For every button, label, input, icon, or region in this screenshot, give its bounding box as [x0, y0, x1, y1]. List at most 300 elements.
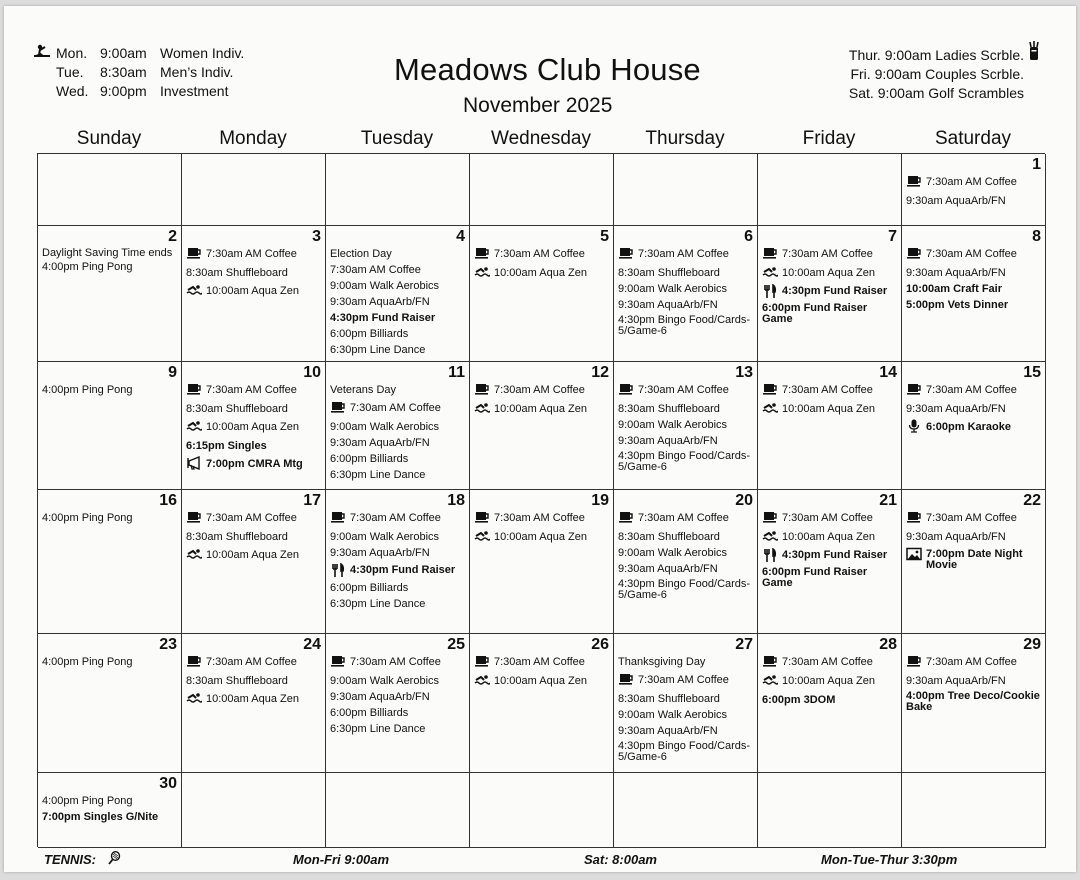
golf-time: 9:00pm [100, 83, 147, 99]
event-text: 9:00am Walk Aerobics [618, 709, 728, 721]
calendar-empty-cell [38, 154, 182, 226]
day-events [618, 654, 754, 763]
golf-row [849, 46, 1024, 65]
event-text: 4:00pm Ping Pong [42, 795, 133, 807]
event-item [762, 548, 898, 562]
event-item [762, 301, 898, 325]
event-item [618, 449, 754, 473]
event-text: 6:30pm Line Dance [330, 469, 426, 481]
event-item [762, 265, 898, 281]
event-text: 9:00am Walk Aerobics [618, 547, 728, 559]
page-title: Meadows Club House [394, 52, 701, 87]
day-events [618, 382, 754, 473]
event-item [330, 382, 466, 398]
coffee-icon [906, 510, 926, 524]
event-text: 9:00am Walk Aerobics [330, 675, 440, 687]
event-text: Election Day [330, 248, 392, 260]
event-item [330, 246, 466, 262]
coffee-icon [186, 510, 206, 524]
event-text: 7:00pm CMRA Mtg [206, 458, 303, 470]
day-number: 15 [1023, 364, 1041, 381]
calendar-page [4, 6, 1076, 872]
event-item [330, 721, 466, 737]
event-text: 6:00pm Billiards [330, 328, 409, 340]
calendar-day-15 [902, 362, 1046, 490]
event-item [618, 281, 754, 297]
golf-row [56, 44, 244, 63]
event-text: 4:30pm Bingo Food/Cards-5/Game-6 [618, 578, 751, 601]
event-text: 8:30am Shuffleboard [618, 267, 720, 279]
weekday-monday: Monday [219, 128, 287, 149]
event-text: 4:00pm Ping Pong [42, 261, 133, 273]
calendar-day-13 [614, 362, 758, 490]
event-text: 7:30am AM Coffee [638, 384, 729, 396]
event-text: 9:30am AquaArb/FN [330, 296, 430, 308]
event-text: 7:30am AM Coffee [782, 512, 873, 524]
day-number: 1 [1032, 156, 1041, 173]
event-text: 10:00am Craft Fair [906, 283, 1002, 295]
coffee-icon [762, 382, 782, 396]
coffee-icon [762, 654, 782, 668]
golf-time: 9:00am [874, 66, 922, 82]
day-events [906, 246, 1042, 313]
event-item [330, 262, 466, 278]
golf-row [849, 84, 1024, 103]
event-text: 8:30am Shuffleboard [618, 693, 720, 705]
event-text: 9:30am AquaArb/FN [618, 563, 718, 575]
event-text: 7:30am AM Coffee [926, 384, 1017, 396]
day-events [186, 246, 322, 299]
calendar-day-12 [470, 362, 614, 490]
day-number: 19 [591, 492, 609, 509]
picture-icon [906, 547, 926, 561]
golf-time: 9:00am [884, 47, 932, 63]
calendar-day-21 [758, 490, 902, 634]
day-number: 5 [600, 228, 609, 245]
event-item [618, 545, 754, 561]
golf-event: Women Indiv. [160, 45, 245, 61]
event-item [474, 529, 610, 545]
golfer-icon [32, 44, 52, 58]
calendar-day-28 [758, 634, 902, 773]
event-text: 9:30am AquaArb/FN [330, 547, 430, 559]
event-text: 4:30pm Bingo Food/Cards-5/Game-6 [618, 450, 751, 473]
event-text: 4:30pm Bingo Food/Cards-5/Game-6 [618, 314, 751, 337]
event-item [474, 246, 610, 262]
event-item [618, 313, 754, 337]
event-text: 7:30am AM Coffee [926, 248, 1017, 260]
day-number: 21 [879, 492, 897, 509]
event-item [474, 673, 610, 689]
weekday-header [37, 128, 1045, 150]
day-number: 9 [168, 364, 177, 381]
event-text: 10:00am Aqua Zen [206, 693, 299, 705]
event-text: 6:00pm Fund Raiser Game [762, 566, 868, 589]
event-text: 10:00am Aqua Zen [494, 403, 587, 415]
event-item [762, 654, 898, 670]
event-text: 8:30am Shuffleboard [186, 675, 288, 687]
event-text: 6:00pm Billiards [330, 582, 409, 594]
event-text: 7:30am AM Coffee [638, 248, 729, 260]
event-text: 9:30am AquaArb/FN [618, 725, 718, 737]
calendar-grid [37, 153, 1045, 847]
day-number: 29 [1023, 636, 1041, 653]
weekday-friday: Friday [802, 128, 856, 149]
day-events [762, 510, 898, 589]
swimmer-icon [762, 529, 782, 543]
calendar-day-10 [182, 362, 326, 490]
golf-event: Couples Scrble. [925, 66, 1024, 82]
swimmer-icon [186, 547, 206, 561]
event-item [618, 561, 754, 577]
golf-event: Investment [160, 83, 229, 99]
event-item [330, 580, 466, 596]
swimmer-icon [474, 265, 494, 279]
calendar-day-11 [326, 362, 470, 490]
event-text: 7:30am AM Coffee [350, 512, 441, 524]
calendar-day-3 [182, 226, 326, 362]
day-number: 24 [303, 636, 321, 653]
event-text: 9:00am Walk Aerobics [618, 283, 728, 295]
day-number: 17 [303, 492, 321, 509]
event-item [618, 382, 754, 398]
event-text: 7:30am AM Coffee [926, 512, 1017, 524]
event-text: 8:30am Shuffleboard [186, 403, 288, 415]
event-item [762, 246, 898, 262]
calendar-day-7 [758, 226, 902, 362]
event-text: 7:30am AM Coffee [782, 248, 873, 260]
event-item [906, 689, 1042, 713]
event-text: 7:30am AM Coffee [494, 656, 585, 668]
calendar-empty-cell [758, 154, 902, 226]
calendar-day-27 [614, 634, 758, 773]
calendar-day-6 [614, 226, 758, 362]
event-item [474, 265, 610, 281]
event-text: 7:30am AM Coffee [494, 384, 585, 396]
event-text: 10:00am Aqua Zen [494, 531, 587, 543]
event-text: 9:00am Walk Aerobics [330, 280, 440, 292]
event-item [762, 565, 898, 589]
day-events [42, 246, 178, 275]
event-item [906, 401, 1042, 417]
event-item [474, 510, 610, 526]
calendar-day-14 [758, 362, 902, 490]
day-events [42, 382, 178, 398]
event-item [474, 654, 610, 670]
day-events [42, 654, 178, 670]
day-number: 8 [1032, 228, 1041, 245]
event-item [330, 419, 466, 435]
tennis-saturday-time: Sat: 8:00am [584, 852, 657, 867]
calendar-day-16 [38, 490, 182, 634]
day-events [330, 246, 466, 358]
day-events [906, 510, 1042, 571]
day-number: 26 [591, 636, 609, 653]
event-item [618, 417, 754, 433]
calendar-day-2 [38, 226, 182, 362]
day-events [906, 382, 1042, 435]
event-item [618, 577, 754, 601]
event-item [618, 246, 754, 262]
day-events [762, 246, 898, 325]
event-item [186, 382, 322, 398]
tennis-afternoon-time: Mon-Tue-Thur 3:30pm [821, 852, 958, 867]
calendar-empty-cell [182, 154, 326, 226]
event-text: 6:30pm Line Dance [330, 598, 426, 610]
event-item [330, 596, 466, 612]
calendar-empty-cell [182, 773, 326, 848]
event-item [330, 310, 466, 326]
calendar-day-4 [326, 226, 470, 362]
coffee-icon [186, 382, 206, 396]
coffee-icon [618, 510, 638, 524]
tennis-racket-icon [107, 851, 121, 865]
event-item [330, 467, 466, 483]
coffee-icon [618, 672, 638, 686]
event-item [618, 510, 754, 526]
golf-day: Fri. [850, 66, 871, 82]
event-text: 7:30am AM Coffee [782, 656, 873, 668]
event-text: 4:30pm Fund Raiser [782, 549, 888, 561]
golf-day: Thur. [848, 47, 881, 63]
day-events [618, 510, 754, 601]
day-number: 13 [735, 364, 753, 381]
event-item [762, 529, 898, 545]
event-text: 10:00am Aqua Zen [494, 267, 587, 279]
event-item [186, 246, 322, 262]
event-text: 8:30am Shuffleboard [618, 403, 720, 415]
event-text: Daylight Saving Time ends [42, 247, 173, 259]
event-item [330, 673, 466, 689]
event-item [762, 510, 898, 526]
event-text: 8:30am Shuffleboard [186, 531, 288, 543]
event-text: 8:30am Shuffleboard [618, 531, 720, 543]
coffee-icon [906, 174, 926, 188]
event-text: 7:00pm Singles G/Nite [42, 811, 159, 823]
calendar-day-5 [470, 226, 614, 362]
golf-schedule-right [849, 46, 1024, 103]
coffee-icon [906, 654, 926, 668]
event-item [906, 297, 1042, 313]
calendar-empty-cell [902, 773, 1046, 848]
golf-day: Tue. [56, 64, 84, 80]
event-item [762, 284, 898, 298]
event-item [330, 435, 466, 451]
calendar-day-23 [38, 634, 182, 773]
calendar-empty-cell [614, 773, 758, 848]
event-text: 10:00am Aqua Zen [494, 675, 587, 687]
event-item [186, 654, 322, 670]
event-text: 7:30am AM Coffee [350, 656, 441, 668]
coffee-icon [906, 246, 926, 260]
day-number: 16 [159, 492, 177, 509]
calendar-empty-cell [470, 154, 614, 226]
event-text: 10:00am Aqua Zen [206, 549, 299, 561]
event-text: 4:30pm Fund Raiser [782, 285, 888, 297]
event-item [186, 265, 322, 281]
event-item [186, 456, 322, 472]
event-text: 9:30am AquaArb/FN [330, 437, 430, 449]
event-item [186, 691, 322, 707]
event-item [906, 382, 1042, 398]
event-text: 7:30am AM Coffee [638, 512, 729, 524]
event-item [186, 673, 322, 689]
swimmer-icon [762, 401, 782, 415]
golf-time: 9:00am [877, 85, 925, 101]
day-events [474, 654, 610, 689]
event-text: 4:00pm Ping Pong [42, 656, 133, 668]
calendar-empty-cell [758, 773, 902, 848]
event-text: 4:30pm Fund Raiser [350, 564, 456, 576]
day-events [186, 654, 322, 707]
day-number: 12 [591, 364, 609, 381]
event-text: 6:00pm Billiards [330, 707, 409, 719]
event-item [186, 401, 322, 417]
golf-row [849, 65, 1024, 84]
month-subtitle: November 2025 [463, 94, 613, 117]
golf-day: Wed. [56, 83, 89, 99]
event-text: 10:00am Aqua Zen [782, 675, 875, 687]
calendar-empty-cell [470, 773, 614, 848]
day-events [186, 382, 322, 472]
weekday-saturday: Saturday [934, 128, 1012, 149]
day-number: 3 [312, 228, 321, 245]
event-item [330, 510, 466, 526]
day-events [762, 382, 898, 417]
event-item [906, 419, 1042, 435]
event-item [618, 297, 754, 313]
event-item [762, 692, 898, 708]
event-text: Veterans Day [330, 384, 397, 396]
day-number: 28 [879, 636, 897, 653]
weekday-tuesday: Tuesday [360, 128, 434, 149]
calendar-day-24 [182, 634, 326, 773]
event-item [42, 259, 178, 275]
day-events [42, 793, 178, 825]
microphone-icon [906, 419, 926, 433]
event-item [618, 707, 754, 723]
event-item [618, 401, 754, 417]
golf-time: 9:00am [100, 45, 147, 61]
coffee-icon [186, 654, 206, 668]
event-text: 7:30am AM Coffee [206, 512, 297, 524]
calendar-day-29 [902, 634, 1046, 773]
event-text: 8:30am Shuffleboard [186, 267, 288, 279]
calendar-day-17 [182, 490, 326, 634]
event-item [906, 281, 1042, 297]
weekday-sunday: Sunday [76, 128, 142, 149]
event-text: 4:30pm Bingo Food/Cards-5/Game-6 [618, 740, 751, 763]
day-events [906, 654, 1042, 713]
swimmer-icon [474, 529, 494, 543]
event-item [330, 545, 466, 561]
event-text: 7:30am AM Coffee [206, 656, 297, 668]
utensils-icon [762, 548, 782, 562]
weekday-thursday: Thursday [645, 128, 725, 149]
event-item [762, 673, 898, 689]
event-text: 9:30am AquaArb/FN [618, 299, 718, 311]
coffee-icon [618, 382, 638, 396]
event-text: 9:30am AquaArb/FN [906, 675, 1006, 687]
event-text: Thanksgiving Day [618, 656, 706, 668]
calendar-empty-cell [614, 154, 758, 226]
day-number: 4 [456, 228, 465, 245]
day-number: 14 [879, 364, 897, 381]
event-item [42, 809, 178, 825]
weekday-wednesday: Wednesday [491, 128, 591, 149]
event-item [186, 438, 322, 454]
day-number: 10 [303, 364, 321, 381]
event-item [906, 193, 1042, 209]
event-text: 9:00am Walk Aerobics [330, 531, 440, 543]
golf-row [56, 63, 244, 82]
coffee-icon [762, 510, 782, 524]
coffee-icon [474, 654, 494, 668]
day-number: 2 [168, 228, 177, 245]
golf-schedule-left [56, 44, 244, 101]
day-number: 22 [1023, 492, 1041, 509]
event-text: 7:30am AM Coffee [782, 384, 873, 396]
day-events [474, 510, 610, 545]
golf-event: Men’s Indiv. [160, 64, 234, 80]
event-text: 9:30am AquaArb/FN [906, 531, 1006, 543]
day-number: 23 [159, 636, 177, 653]
calendar-day-30 [38, 773, 182, 848]
swimmer-icon [474, 401, 494, 415]
event-item [330, 529, 466, 545]
calendar-day-18 [326, 490, 470, 634]
day-events [186, 510, 322, 563]
event-text: 10:00am Aqua Zen [206, 421, 299, 433]
event-item [42, 382, 178, 398]
coffee-icon [330, 400, 350, 414]
event-text: 4:30pm Fund Raiser [330, 312, 436, 324]
event-item [330, 654, 466, 670]
swimmer-icon [762, 673, 782, 687]
calendar-day-22 [902, 490, 1046, 634]
event-text: 9:30am AquaArb/FN [618, 435, 718, 447]
event-item [474, 382, 610, 398]
event-item [762, 382, 898, 398]
event-text: 7:30am AM Coffee [206, 248, 297, 260]
day-number: 25 [447, 636, 465, 653]
calendar-day-8 [902, 226, 1046, 362]
golf-day: Mon. [56, 45, 88, 61]
event-text: 6:30pm Line Dance [330, 344, 426, 356]
event-item [906, 529, 1042, 545]
calendar-day-25 [326, 634, 470, 773]
event-text: 7:00pm Date Night Movie [926, 548, 1023, 571]
event-item [474, 401, 610, 417]
event-text: 6:30pm Line Dance [330, 723, 426, 735]
event-text: 9:30am AquaArb/FN [906, 403, 1006, 415]
event-item [762, 401, 898, 417]
golf-event: Golf Scrambles [928, 85, 1024, 101]
event-text: 7:30am AM Coffee [926, 656, 1017, 668]
event-text: 10:00am Aqua Zen [782, 403, 875, 415]
calendar-day-1 [902, 154, 1046, 226]
swimmer-icon [762, 265, 782, 279]
swimmer-icon [474, 673, 494, 687]
day-number: 30 [159, 775, 177, 792]
event-text: 7:30am AM Coffee [494, 512, 585, 524]
event-text: 10:00am Aqua Zen [782, 531, 875, 543]
event-item [330, 294, 466, 310]
event-item [618, 433, 754, 449]
event-item [186, 510, 322, 526]
utensils-icon [330, 563, 350, 577]
coffee-icon [762, 246, 782, 260]
